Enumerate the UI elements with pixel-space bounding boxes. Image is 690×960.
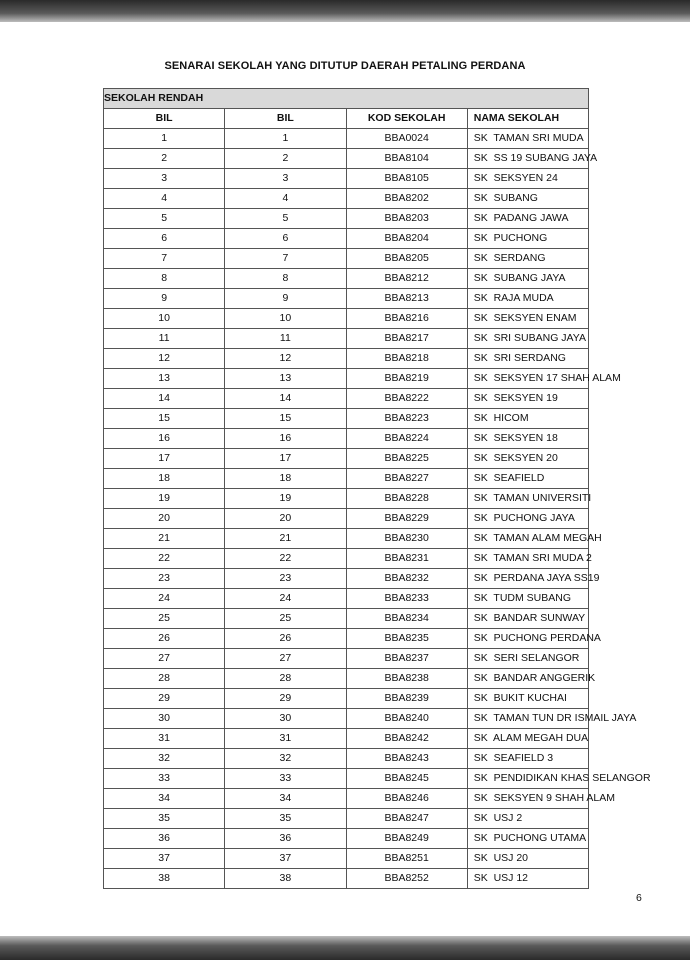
cell-bil: 25 xyxy=(104,609,225,629)
cell-nama-sekolah: SK TAMAN ALAM MEGAH xyxy=(467,529,588,549)
table-row xyxy=(104,269,589,289)
cell-nama-sekolah: SK SEKSYEN ENAM xyxy=(467,309,588,329)
cell-bil: 16 xyxy=(104,429,225,449)
cell-bil: 17 xyxy=(104,449,225,469)
cell-kod-sekolah: BBA8204 xyxy=(346,229,467,249)
cell-bil: 6 xyxy=(104,229,225,249)
table-row xyxy=(104,689,589,709)
cell-bil-2: 30 xyxy=(225,709,346,729)
cell-kod-sekolah: BBA8213 xyxy=(346,289,467,309)
document-title: SENARAI SEKOLAH YANG DITUTUP DAERAH PETALING PERDANA xyxy=(164,60,526,72)
table-row xyxy=(104,249,589,269)
cell-nama-sekolah: SK ALAM MEGAH DUA xyxy=(467,729,588,749)
cell-bil-2: 11 xyxy=(225,329,346,349)
cell-kod-sekolah: BBA8231 xyxy=(346,549,467,569)
cell-bil-2: 14 xyxy=(225,389,346,409)
cell-kod-sekolah: BBA8232 xyxy=(346,569,467,589)
table-row xyxy=(104,529,589,549)
table-body xyxy=(104,129,651,889)
table-row xyxy=(104,389,589,409)
column-header-bil-2: BIL xyxy=(225,109,346,129)
cell-bil: 11 xyxy=(104,329,225,349)
cell-bil-2: 34 xyxy=(225,789,346,809)
cell-bil: 12 xyxy=(104,349,225,369)
cell-nama-sekolah: SK PERDANA JAYA SS19 xyxy=(467,569,588,589)
cell-nama-sekolah: SK TAMAN UNIVERSITI xyxy=(467,489,588,509)
cell-bil: 24 xyxy=(104,589,225,609)
cell-kod-sekolah: BBA8252 xyxy=(346,869,467,889)
table-row xyxy=(104,789,589,809)
cell-kod-sekolah: BBA8203 xyxy=(346,209,467,229)
cell-kod-sekolah: BBA8218 xyxy=(346,349,467,369)
cell-bil-2: 23 xyxy=(225,569,346,589)
cell-nama-sekolah: SK SEAFIELD xyxy=(467,469,588,489)
cell-bil: 26 xyxy=(104,629,225,649)
cell-bil: 1 xyxy=(104,129,225,149)
cell-kod-sekolah: BBA8202 xyxy=(346,189,467,209)
cell-kod-sekolah: BBA8234 xyxy=(346,609,467,629)
bottom-edge-shadow xyxy=(0,936,690,960)
cell-bil: 27 xyxy=(104,649,225,669)
cell-kod-sekolah: BBA8249 xyxy=(346,829,467,849)
cell-nama-sekolah: SK SERDANG xyxy=(467,249,588,269)
table-row xyxy=(104,209,589,229)
cell-nama-sekolah: SK HICOM xyxy=(467,409,588,429)
cell-bil-2: 29 xyxy=(225,689,346,709)
cell-bil-2: 25 xyxy=(225,609,346,629)
cell-kod-sekolah: BBA8223 xyxy=(346,409,467,429)
cell-bil-2: 3 xyxy=(225,169,346,189)
cell-bil-2: 37 xyxy=(225,849,346,869)
cell-bil-2: 35 xyxy=(225,809,346,829)
cell-bil-2: 15 xyxy=(225,409,346,429)
cell-bil: 22 xyxy=(104,549,225,569)
table-row xyxy=(104,809,589,829)
cell-bil: 5 xyxy=(104,209,225,229)
table-row xyxy=(104,629,589,649)
schools-table xyxy=(103,88,651,889)
table-row xyxy=(104,149,589,169)
cell-bil-2: 13 xyxy=(225,369,346,389)
cell-kod-sekolah: BBA8238 xyxy=(346,669,467,689)
cell-nama-sekolah: SK BUKIT KUCHAI xyxy=(467,689,588,709)
table-row xyxy=(104,869,589,889)
cell-nama-sekolah: SK TAMAN SRI MUDA xyxy=(467,129,588,149)
cell-bil-2: 7 xyxy=(225,249,346,269)
cell-nama-sekolah: SK SUBANG JAYA xyxy=(467,269,588,289)
cell-bil: 32 xyxy=(104,749,225,769)
cell-bil: 2 xyxy=(104,149,225,169)
cell-bil-2: 27 xyxy=(225,649,346,669)
cell-nama-sekolah: SK RAJA MUDA xyxy=(467,289,588,309)
cell-nama-sekolah: SK SRI SERDANG xyxy=(467,349,588,369)
cell-kod-sekolah: BBA8247 xyxy=(346,809,467,829)
cell-bil-2: 22 xyxy=(225,549,346,569)
cell-nama-sekolah: SK SEKSYEN 17 SHAH ALAM xyxy=(467,369,588,389)
cell-bil-2: 33 xyxy=(225,769,346,789)
cell-kod-sekolah: BBA0024 xyxy=(346,129,467,149)
table-row xyxy=(104,729,589,749)
column-header-bil: BIL xyxy=(104,109,225,129)
cell-nama-sekolah: SK PUCHONG xyxy=(467,229,588,249)
cell-bil: 8 xyxy=(104,269,225,289)
table-row xyxy=(104,549,589,569)
table-row xyxy=(104,769,589,789)
table-row xyxy=(104,709,589,729)
cell-nama-sekolah: SK SEKSYEN 20 xyxy=(467,449,588,469)
cell-bil-2: 18 xyxy=(225,469,346,489)
cell-nama-sekolah: SK TAMAN TUN DR ISMAIL JAYA xyxy=(467,709,588,729)
table-row xyxy=(104,849,589,869)
cell-kod-sekolah: BBA8235 xyxy=(346,629,467,649)
cell-bil: 18 xyxy=(104,469,225,489)
column-header-kod-sekolah: KOD SEKOLAH xyxy=(346,109,467,129)
cell-bil-2: 28 xyxy=(225,669,346,689)
cell-bil-2: 6 xyxy=(225,229,346,249)
top-edge-shadow xyxy=(0,0,690,22)
cell-nama-sekolah: SK TUDM SUBANG xyxy=(467,589,588,609)
cell-bil: 4 xyxy=(104,189,225,209)
cell-bil: 20 xyxy=(104,509,225,529)
cell-kod-sekolah: BBA8251 xyxy=(346,849,467,869)
cell-kod-sekolah: BBA8246 xyxy=(346,789,467,809)
cell-bil-2: 10 xyxy=(225,309,346,329)
table-row xyxy=(104,169,589,189)
cell-bil: 7 xyxy=(104,249,225,269)
table-row xyxy=(104,409,589,429)
table-row xyxy=(104,609,589,629)
cell-nama-sekolah: SK SEAFIELD 3 xyxy=(467,749,588,769)
cell-nama-sekolah: SK SRI SUBANG JAYA xyxy=(467,329,588,349)
cell-bil: 3 xyxy=(104,169,225,189)
cell-bil: 37 xyxy=(104,849,225,869)
cell-nama-sekolah: SK BANDAR SUNWAY xyxy=(467,609,588,629)
table-row xyxy=(104,829,589,849)
cell-nama-sekolah: SK USJ 2 xyxy=(467,809,588,829)
cell-nama-sekolah: SK SERI SELANGOR xyxy=(467,649,588,669)
cell-bil-2: 36 xyxy=(225,829,346,849)
cell-kod-sekolah: BBA8245 xyxy=(346,769,467,789)
cell-nama-sekolah: SK SEKSYEN 18 xyxy=(467,429,588,449)
cell-kod-sekolah: BBA8227 xyxy=(346,469,467,489)
cell-nama-sekolah: SK SS 19 SUBANG JAYA xyxy=(467,149,588,169)
cell-kod-sekolah: BBA8104 xyxy=(346,149,467,169)
cell-kod-sekolah: BBA8229 xyxy=(346,509,467,529)
cell-bil: 31 xyxy=(104,729,225,749)
cell-nama-sekolah: SK SEKSYEN 19 xyxy=(467,389,588,409)
cell-nama-sekolah: SK PUCHONG JAYA xyxy=(467,509,588,529)
cell-bil: 34 xyxy=(104,789,225,809)
cell-bil: 13 xyxy=(104,369,225,389)
cell-kod-sekolah: BBA8237 xyxy=(346,649,467,669)
cell-kod-sekolah: BBA8230 xyxy=(346,529,467,549)
cell-kod-sekolah: BBA8225 xyxy=(346,449,467,469)
cell-bil: 29 xyxy=(104,689,225,709)
table-row xyxy=(104,309,589,329)
cell-bil: 36 xyxy=(104,829,225,849)
table-row xyxy=(104,429,589,449)
table-row xyxy=(104,449,589,469)
cell-bil: 15 xyxy=(104,409,225,429)
cell-bil-2: 16 xyxy=(225,429,346,449)
cell-bil-2: 5 xyxy=(225,209,346,229)
cell-bil: 30 xyxy=(104,709,225,729)
cell-bil-2: 38 xyxy=(225,869,346,889)
cell-bil-2: 20 xyxy=(225,509,346,529)
table-row xyxy=(104,489,589,509)
cell-kod-sekolah: BBA8216 xyxy=(346,309,467,329)
cell-nama-sekolah: SK TAMAN SRI MUDA 2 xyxy=(467,549,588,569)
cell-bil: 14 xyxy=(104,389,225,409)
cell-bil-2: 32 xyxy=(225,749,346,769)
cell-bil-2: 26 xyxy=(225,629,346,649)
cell-nama-sekolah: SK PUCHONG UTAMA xyxy=(467,829,588,849)
table-row xyxy=(104,569,589,589)
cell-nama-sekolah: SK SUBANG xyxy=(467,189,588,209)
cell-bil-2: 2 xyxy=(225,149,346,169)
cell-bil-2: 9 xyxy=(225,289,346,309)
cell-nama-sekolah: SK SEKSYEN 9 SHAH ALAM xyxy=(467,789,588,809)
group-header-row xyxy=(104,89,589,109)
cell-kod-sekolah: BBA8233 xyxy=(346,589,467,609)
table-row xyxy=(104,229,589,249)
column-header-nama-sekolah: NAMA SEKOLAH xyxy=(467,109,588,129)
cell-kod-sekolah: BBA8217 xyxy=(346,329,467,349)
cell-bil: 33 xyxy=(104,769,225,789)
table-row xyxy=(104,329,589,349)
cell-bil-2: 31 xyxy=(225,729,346,749)
cell-nama-sekolah: SK USJ 12 xyxy=(467,869,588,889)
cell-kod-sekolah: BBA8219 xyxy=(346,369,467,389)
cell-bil-2: 8 xyxy=(225,269,346,289)
table-row xyxy=(104,669,589,689)
page-number: 6 xyxy=(636,892,642,904)
cell-bil: 9 xyxy=(104,289,225,309)
cell-bil: 28 xyxy=(104,669,225,689)
cell-bil-2: 24 xyxy=(225,589,346,609)
cell-bil: 23 xyxy=(104,569,225,589)
cell-kod-sekolah: BBA8242 xyxy=(346,729,467,749)
cell-bil: 21 xyxy=(104,529,225,549)
cell-kod-sekolah: BBA8224 xyxy=(346,429,467,449)
table-row xyxy=(104,369,589,389)
cell-bil-2: 12 xyxy=(225,349,346,369)
cell-nama-sekolah: SK USJ 20 xyxy=(467,849,588,869)
table-row xyxy=(104,649,589,669)
table-row xyxy=(104,509,589,529)
cell-nama-sekolah: SK BANDAR ANGGERIK xyxy=(467,669,588,689)
cell-bil-2: 19 xyxy=(225,489,346,509)
cell-bil: 35 xyxy=(104,809,225,829)
table-row xyxy=(104,349,589,369)
group-header: SEKOLAH RENDAH xyxy=(104,89,589,109)
cell-bil: 10 xyxy=(104,309,225,329)
cell-kod-sekolah: BBA8212 xyxy=(346,269,467,289)
table-row xyxy=(104,189,589,209)
table-row xyxy=(104,289,589,309)
cell-bil-2: 21 xyxy=(225,529,346,549)
table-row xyxy=(104,589,589,609)
cell-nama-sekolah: SK PENDIDIKAN KHAS SELANGOR xyxy=(467,769,588,789)
cell-kod-sekolah: BBA8205 xyxy=(346,249,467,269)
cell-kod-sekolah: BBA8105 xyxy=(346,169,467,189)
cell-bil-2: 17 xyxy=(225,449,346,469)
column-header-row xyxy=(104,109,589,129)
table-row xyxy=(104,129,589,149)
cell-kod-sekolah: BBA8239 xyxy=(346,689,467,709)
cell-nama-sekolah: SK PADANG JAWA xyxy=(467,209,588,229)
cell-kod-sekolah: BBA8222 xyxy=(346,389,467,409)
cell-bil-2: 4 xyxy=(225,189,346,209)
cell-bil: 38 xyxy=(104,869,225,889)
cell-nama-sekolah: SK PUCHONG PERDANA xyxy=(467,629,588,649)
cell-kod-sekolah: BBA8228 xyxy=(346,489,467,509)
cell-bil: 19 xyxy=(104,489,225,509)
table-row xyxy=(104,469,589,489)
table-row xyxy=(104,749,589,769)
cell-bil-2: 1 xyxy=(225,129,346,149)
cell-kod-sekolah: BBA8240 xyxy=(346,709,467,729)
cell-kod-sekolah: BBA8243 xyxy=(346,749,467,769)
cell-nama-sekolah: SK SEKSYEN 24 xyxy=(467,169,588,189)
